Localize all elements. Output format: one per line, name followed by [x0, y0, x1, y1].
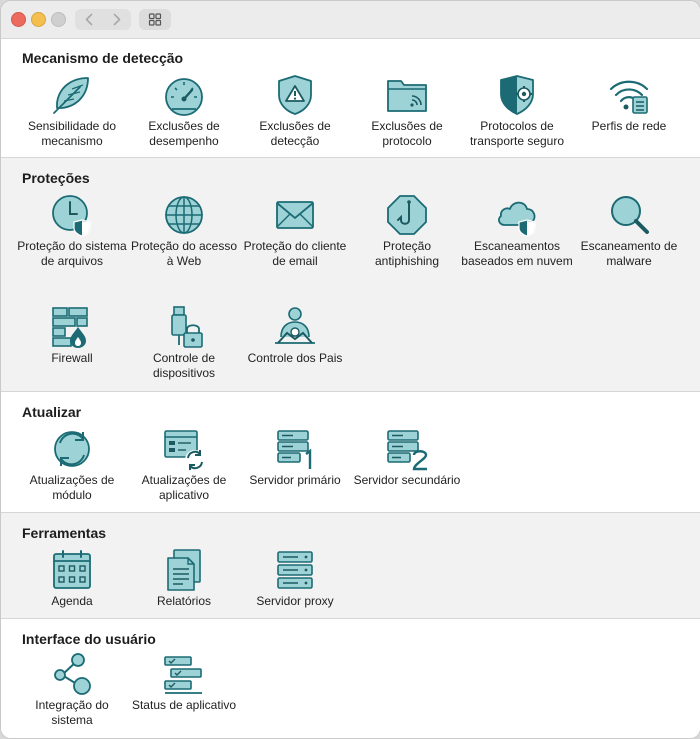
zoom-window-button[interactable]	[51, 12, 66, 27]
item-label: Integração do sistema	[35, 698, 109, 727]
item-label: Exclusões de detecção	[259, 119, 331, 148]
item-label: Proteção antiphishing	[374, 239, 440, 268]
grid-icon	[139, 9, 171, 30]
proxy-server-icon	[273, 548, 317, 592]
shield-gear-icon	[495, 73, 539, 117]
navigation-buttons	[75, 9, 131, 30]
app-update-icon	[162, 427, 206, 471]
reports-icon	[162, 548, 206, 592]
feather-icon	[50, 73, 94, 117]
item-label: Proteção do sistema de arquivos	[17, 239, 127, 268]
pref-item-exclusoes-desempenho[interactable]	[127, 73, 241, 149]
clock-shield-icon	[50, 193, 94, 237]
shield-warning-icon	[273, 73, 317, 117]
item-label: Controle dos Pais	[247, 351, 343, 365]
item-label: Protocolos de transporte seguro	[469, 119, 565, 148]
section-update	[1, 392, 700, 513]
pref-item-protecao-antiphishing[interactable]	[350, 193, 464, 269]
item-label: Atualizações de módulo	[29, 473, 115, 502]
phishing-hook-icon	[385, 193, 429, 237]
item-label: Escaneamentos baseados em nuvem	[461, 239, 573, 268]
pref-item-servidor-secundario[interactable]	[350, 427, 464, 488]
chevron-left-icon	[75, 9, 103, 30]
section-tools	[1, 513, 700, 619]
pref-item-atualizacoes-modulo[interactable]	[15, 427, 129, 503]
item-label: Escaneamento de malware	[580, 239, 678, 268]
item-label: Exclusões de desempenho	[148, 119, 220, 148]
section-title: Interface do usuário	[22, 631, 156, 647]
forward-button[interactable]	[103, 9, 131, 30]
magnifier-icon	[607, 193, 651, 237]
globe-icon	[162, 193, 206, 237]
chevron-right-icon	[103, 9, 131, 30]
item-label: Exclusões de protocolo	[371, 119, 443, 148]
section-title: Atualizar	[22, 404, 82, 420]
cloud-shield-icon	[495, 193, 539, 237]
item-label: Servidor secundário	[353, 473, 461, 487]
back-button[interactable]	[75, 9, 103, 30]
minimize-window-button[interactable]	[31, 12, 46, 27]
pref-item-integracao-sistema[interactable]	[15, 652, 129, 728]
share-nodes-icon	[50, 652, 94, 696]
item-label: Servidor primário	[249, 473, 341, 487]
item-label: Perfis de rede	[591, 119, 667, 133]
pref-item-protocolos-transporte[interactable]	[460, 73, 574, 149]
titlebar	[1, 1, 700, 39]
item-label: Agenda	[51, 594, 93, 608]
pref-item-status-aplicativo[interactable]	[127, 652, 241, 713]
item-label: Controle de dispositivos	[152, 351, 216, 380]
item-label: Status de aplicativo	[131, 698, 237, 712]
pref-item-agenda[interactable]	[15, 548, 129, 609]
section-user-interface	[1, 619, 700, 738]
item-label: Proteção do acesso à Web	[130, 239, 238, 268]
pref-item-perfis-rede[interactable]	[572, 73, 686, 134]
envelope-icon	[273, 193, 317, 237]
server-1-icon	[273, 427, 317, 471]
pref-item-servidor-primario[interactable]	[238, 427, 352, 488]
usb-lock-icon	[162, 305, 206, 349]
calendar-icon	[50, 548, 94, 592]
firewall-icon	[50, 305, 94, 349]
item-label: Proteção do cliente de email	[243, 239, 347, 268]
item-label: Atualizações de aplicativo	[141, 473, 227, 502]
pref-item-controle-pais[interactable]	[238, 305, 352, 366]
pref-item-controle-dispositivos[interactable]	[127, 305, 241, 381]
pref-item-servidor-proxy[interactable]	[238, 548, 352, 609]
item-label: Firewall	[51, 351, 93, 365]
section-detection-engine	[1, 39, 700, 158]
wifi-list-icon	[607, 73, 651, 117]
section-title: Proteções	[22, 170, 90, 186]
status-list-icon	[162, 652, 206, 696]
section-title: Mecanismo de detecção	[22, 50, 184, 66]
pref-item-escaneamento-malware[interactable]	[572, 193, 686, 269]
pref-item-sensibilidade[interactable]	[15, 73, 129, 149]
pref-item-exclusoes-protocolo[interactable]	[350, 73, 464, 149]
pref-item-protecao-cliente-email[interactable]	[238, 193, 352, 269]
refresh-circle-icon	[50, 427, 94, 471]
item-label: Servidor proxy	[256, 594, 334, 608]
pref-item-relatorios[interactable]	[127, 548, 241, 609]
close-window-button[interactable]	[11, 12, 26, 27]
pref-item-protecao-sistema-arquivos[interactable]	[15, 193, 129, 269]
item-label: Sensibilidade do mecanismo	[27, 119, 117, 148]
speedometer-icon	[162, 73, 206, 117]
server-2-icon	[385, 427, 429, 471]
show-all-button[interactable]	[139, 9, 171, 30]
pref-item-atualizacoes-aplicativo[interactable]	[127, 427, 241, 503]
item-label: Relatórios	[156, 594, 212, 608]
pref-item-protecao-acesso-web[interactable]	[127, 193, 241, 269]
folder-signal-icon	[385, 73, 429, 117]
pref-item-escaneamentos-nuvem[interactable]	[460, 193, 574, 269]
section-protections	[1, 158, 700, 392]
parent-child-icon	[273, 305, 317, 349]
section-title: Ferramentas	[22, 525, 107, 541]
pref-item-exclusoes-deteccao[interactable]	[238, 73, 352, 149]
pref-item-firewall[interactable]	[15, 305, 129, 366]
